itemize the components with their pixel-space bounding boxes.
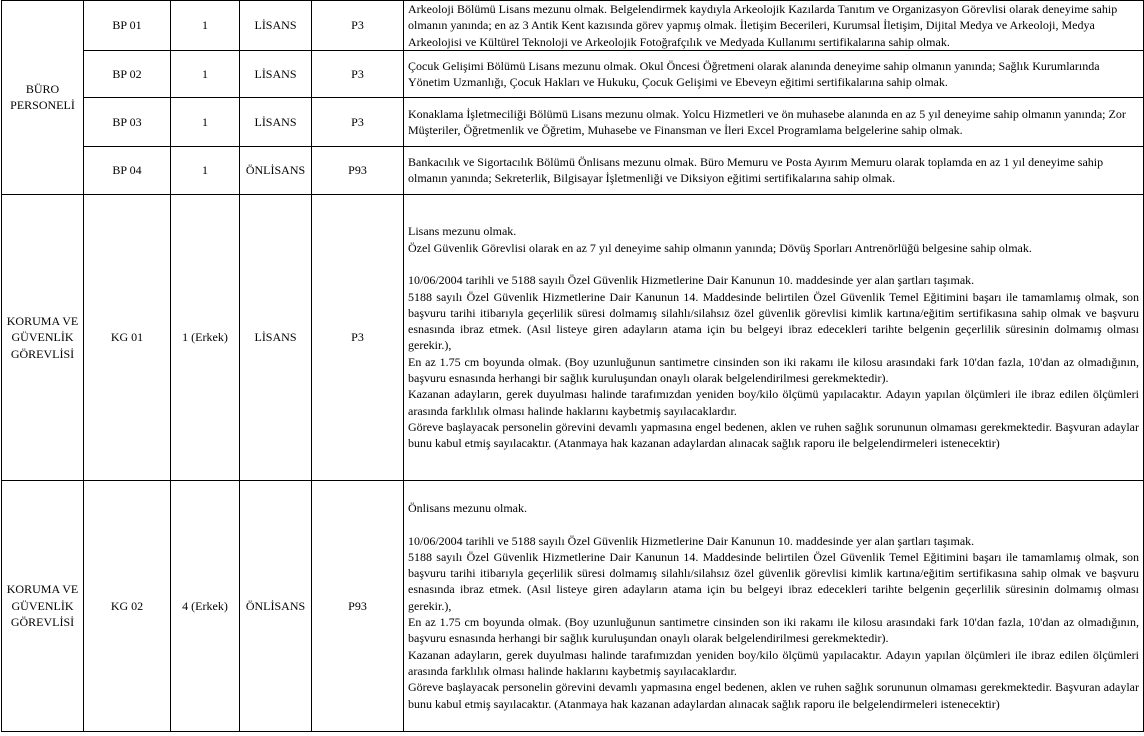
position-code: KG 01 bbox=[84, 194, 171, 480]
education-level: LİSANS bbox=[240, 50, 312, 97]
requirements-text: Bankacılık ve Sigortacılık Bölümü Önlisans mezunu olmak. Büro Memuru ve Posta Ayırım Memuru olarak toplamda en az 1 yıl deneyime sahip olmanın yanında; Sekreterlik, Bilgisayar İşletmenliği ve Diksiyon eğitimi sertifikalarına sahip olmak. bbox=[408, 155, 1104, 186]
position-code: BP 04 bbox=[84, 146, 171, 194]
position-code: BP 01 bbox=[84, 1, 171, 51]
position-count: 1 bbox=[171, 1, 240, 51]
table-row bbox=[2, 194, 1144, 480]
kpss-grade: P93 bbox=[312, 146, 404, 194]
requirements-text: Önlisans mezunu olmak. 10/06/2004 tarihli ve 5188 sayılı Özel Güvenlik Hizmetlerine Dair Kanunun 10. maddesinde yer alan şartları taşımak. 5188 sayılı Özel Güvenlik Hizmetlerine Dair Kanunun 14. Maddesinde belirtilen Özel Güvenlik Temel Eğitimini başarı ile tamamlamış olmak, son başvuru tarihi itibarıyla geçerlilik süresi dolmamış silahlı/silahsız özel güvenlik görevlisi kimlik kartına/eğitim sertifikasına sahip olmak ve başvuru esnasında ibraz etmek. (Asıl listeye giren adayların atama için bu belgeyi ibraz edecekleri tarihte belgenin geçerlilik süresinin dolmamış olması gerekir.), En az 1.75 cm boyunda olmak. (Boy uzunluğunun santimetre cinsinden son iki rakamı ile kilosu arasındaki fark 10'dan fazla, 10'dan az olmadığının, başvuru esnasında herhangi bir sağlık kuruluşundan onaylı olarak belgelendirilmesi gerekmektedir). Kazanan adayların, gerek duyulması halinde tarafımızdan yeniden boy/kilo ölçümü yapılacaktır. Adayın yapılan ölçümleri ile ibraz edilen ölçümleri arasında farklılık olması halinde haklarını kaybetmiş sayılacaklardır. Göreve başlayacak personelin görevini devamlı yapmasına engel bedenen, aklen ve ruhen sağlık sorununun olmaması gerekmektedir. Başvuran adaylar bunu kabul etmiş sayılacaktır. (Atanmaya hak kazanan adaylardan alınacak sağlık raporu ile belgelendirmeleri istenecektir) bbox=[408, 500, 1139, 711]
education-level: LİSANS bbox=[240, 1, 312, 51]
position-code: BP 02 bbox=[84, 50, 171, 97]
kpss-grade: P3 bbox=[312, 50, 404, 97]
position-code: KG 02 bbox=[84, 480, 171, 731]
requirements-cell bbox=[404, 480, 1144, 731]
requirements-cell bbox=[404, 1, 1144, 51]
table-row bbox=[2, 50, 1144, 97]
group-cell: KORUMA VE GÜVENLİK GÖREVLİSİ bbox=[2, 480, 84, 731]
kpss-grade: P3 bbox=[312, 97, 404, 146]
group-cell: KORUMA VE GÜVENLİK GÖREVLİSİ bbox=[2, 194, 84, 480]
kpss-grade: P3 bbox=[312, 194, 404, 480]
requirements-cell bbox=[404, 194, 1144, 480]
position-count: 1 bbox=[171, 146, 240, 194]
position-count: 4 (Erkek) bbox=[171, 480, 240, 731]
kpss-grade: P93 bbox=[312, 480, 404, 731]
table-row bbox=[2, 97, 1144, 146]
kpss-grade: P3 bbox=[312, 1, 404, 51]
requirements-cell bbox=[404, 50, 1144, 97]
group-cell: BÜRO PERSONELİ bbox=[2, 1, 84, 195]
requirements-text: Konaklama İşletmeciliği Bölümü Lisans mezunu olmak. Yolcu Hizmetleri ve ön muhasebe alanında en az 5 yıl deneyime sahip olmanın yanında; Zor Müşteriler, Öğretmenlik ve Öğretim, Muhasebe ve Finansman ve İleri Excel Programlama belgelerine sahip olmak. bbox=[408, 106, 1126, 137]
requirements-text: Lisans mezunu olmak. Özel Güvenlik Görevlisi olarak en az 7 yıl deneyime sahip olmanın yanında; Dövüş Sporları Antrenörlüğü belgesine sahip olmak. 10/06/2004 tarihli ve 5188 sayılı Özel Güvenlik Hizmetlerine Dair Kanunun 10. maddesinde yer alan şartları taşımak. 5188 sayılı Özel Güvenlik Hizmetlerine Dair Kanunun 14. Maddesinde belirtilen Özel Güvenlik Temel Eğitimini başarı ile tamamlamış olmak, son başvuru tarihi itibarıyla geçerlilik süresi dolmamış silahlı/silahsız özel güvenlik görevlisi kimlik kartına/eğitim sertifikasına sahip olmak ve başvuru esnasında ibraz etmek. (Asıl listeye giren adayların atama için bu belgeyi ibraz edecekleri tarihte belgenin geçerlilik süresinin dolmamış olması gerekir.), En az 1.75 cm boyunda olmak. (Boy uzunluğunun santimetre cinsinden son iki rakamı ile kilosu arasındaki fark 10'dan fazla, 10'dan az olmadığının, başvuru esnasında herhangi bir sağlık kuruluşundan onaylı olarak belgelendirilmesi gerekmektedir). Kazanan adayların, gerek duyulması halinde tarafımızdan yeniden boy/kilo ölçümü yapılacaktır. Adayın yapılan ölçümleri ile ibraz edilen ölçümleri arasında farklılık olması halinde haklarını kaybetmiş sayılacaklardır. Göreve başlayacak personelin görevini devamlı yapmasına engel bedenen, aklen ve ruhen sağlık sorununun olmaması gerekmektedir. Başvuran adaylar bunu kabul etmiş sayılacaktır. (Atanmaya hak kazanan adaylardan alınacak sağlık raporu ile belgelendirmeleri istenecektir) bbox=[408, 224, 1139, 451]
position-code: BP 03 bbox=[84, 97, 171, 146]
table-row bbox=[2, 480, 1144, 731]
requirements-text: Arkeoloji Bölümü Lisans mezunu olmak. Belgelendirmek kaydıyla Arkeolojik Kazılarda Tanıtım ve Organizasyon Görevlisi olarak deneyime sahip olmanın yanında; en az 3 Antik Kent kazısında görev yapmış olmak. İletişim Becerileri, Kurumsal İletişim, Dijital Medya ve Arkeoloji, Medya Arkeolojisi ve Kültürel Teknoloji ve Arkeolojik Fotoğrafçılık ve Medyada Kullanımı sertifikalarına sahip olmak. bbox=[408, 2, 1118, 49]
requirements-cell bbox=[404, 97, 1144, 146]
table-row bbox=[2, 1, 1144, 51]
position-count: 1 bbox=[171, 50, 240, 97]
positions-table bbox=[1, 0, 1144, 732]
position-count: 1 bbox=[171, 97, 240, 146]
education-level: LİSANS bbox=[240, 194, 312, 480]
requirements-cell bbox=[404, 146, 1144, 194]
education-level: ÖNLİSANS bbox=[240, 146, 312, 194]
education-level: LİSANS bbox=[240, 97, 312, 146]
table-row bbox=[2, 146, 1144, 194]
requirements-text: Çocuk Gelişimi Bölümü Lisans mezunu olmak. Okul Öncesi Öğretmeni olarak alanında deneyime sahip olmanın yanında; Sağlık Kurumlarında Yönetim Uzmanlığı, Çocuk Hakları ve Hukuku, Çocuk Gelişimi ve Ebeveyn eğitimi sertifikalarına sahip olmak. bbox=[408, 58, 1100, 89]
position-count: 1 (Erkek) bbox=[171, 194, 240, 480]
education-level: ÖNLİSANS bbox=[240, 480, 312, 731]
